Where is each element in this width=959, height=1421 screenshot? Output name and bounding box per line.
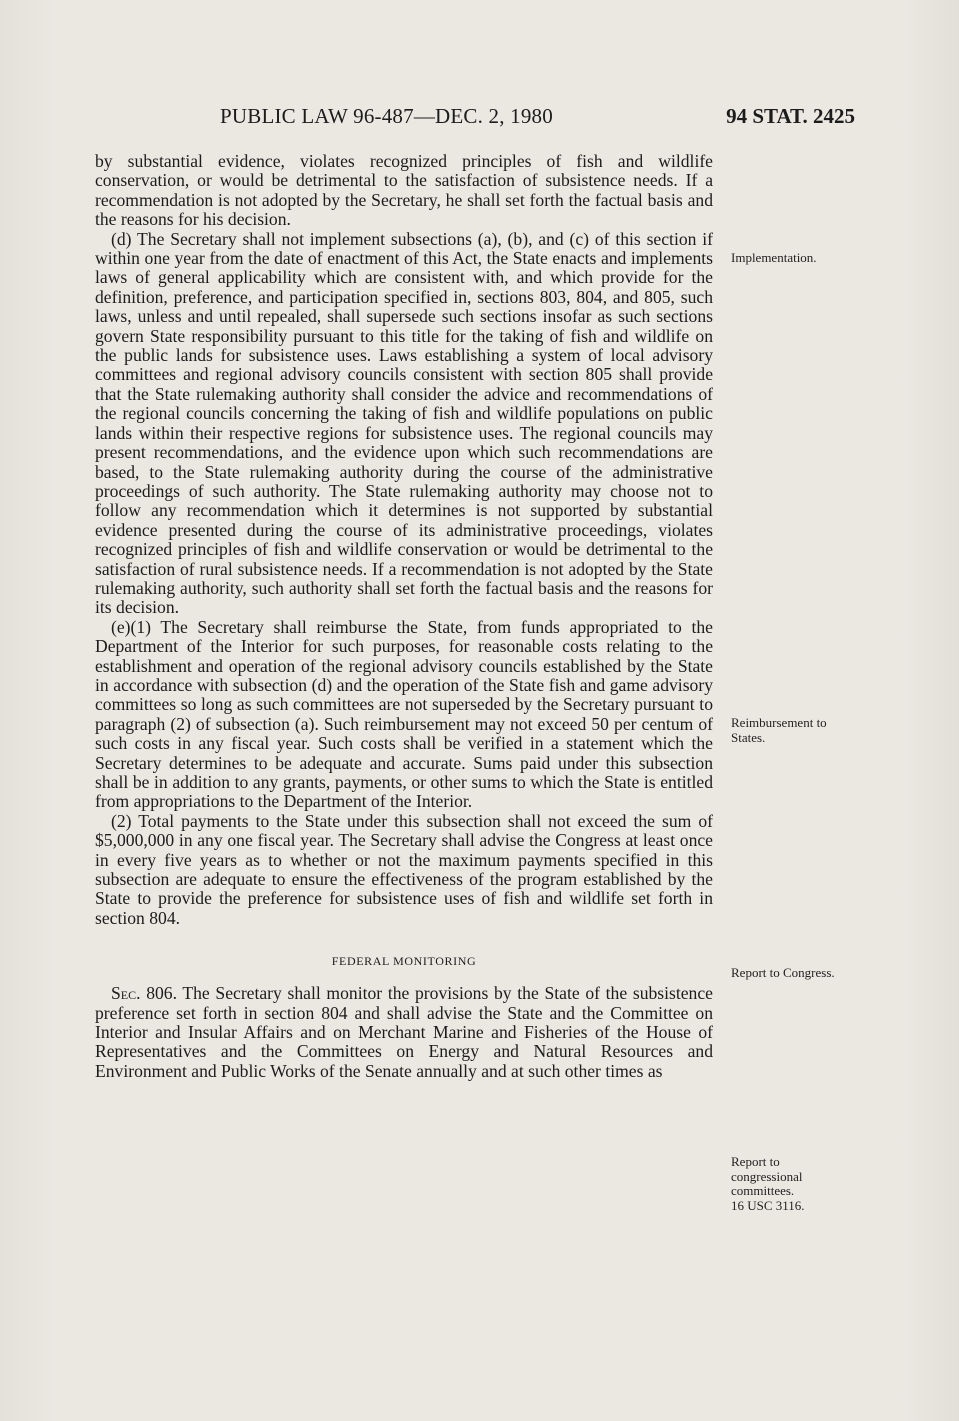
page-header (95, 104, 855, 134)
law-title: PUBLIC LAW 96-487—DEC. 2, 1980 (220, 104, 553, 128)
margin-note-report-congress: Report to Congress. (731, 965, 835, 980)
section-number: Sec. 806. (111, 983, 177, 1004)
paragraph-continuation: by substantial evidence, violates recognized principles of fish and wildlife conservation, or would be detrimental to the satisfaction of subsistence needs. If a recommendation is not adopted by the Secretary, he shall set forth the factual basis and the reasons for his decision. (95, 151, 713, 230)
margin-note-report-committees (731, 1155, 839, 1213)
margin-note-reimbursement: Reimbursement to States. (731, 715, 827, 745)
paragraph-section-806 (95, 984, 713, 1081)
stat-reference: 94 STAT. 2425 (726, 104, 855, 128)
section-806-text: The Secretary shall monitor the provisions by the State of the subsistence preference set forth in section 804 and shall advise the State and the Committee on Interior and Insular Affairs and on Merchant Marine and Fisheries of the House of Representatives and the Committees on Energy and Natural Resources and Environment and Public Works of the Senate annually and at such other times as (95, 983, 713, 1081)
report-committees-label: Report to congressional committees. (731, 1154, 803, 1198)
paragraph-subsection-e1: (e)(1) The Secretary shall reimburse the State, from funds appropriated to the Department of the Interior for such purposes, for reasonable costs relating to the establishment and operation of the regional advisory councils established by the State in accordance with subsection (d) and the operation of the State fish and game advisory committees so long as such committees are not superseded by the Secretary pursuant to paragraph (2) of subsection (a). Such reimbursement may not exceed 50 per centum of such costs in any fiscal year. Such costs shall be verified in a statement which the Secretary determines to be adequate and accurate. Sums paid under this subsection shall be in addition to any grants, payments, or other sums to which the State is entitled from appropriations to the Department of the Interior. (95, 616, 713, 812)
section-heading: FEDERAL MONITORING (331, 954, 477, 969)
usc-citation: 16 USC 3116. (731, 1197, 805, 1213)
body-text (95, 152, 713, 1081)
paragraph-subsection-d: (d) The Secretary shall not implement subsections (a), (b), and (c) of this section if within one year from the date of enactment of this Act, the State enacts and implements laws of general applicability which are consistent with, and which provide for the definition, preference, and participation specified in, sections 803, 804, and 805, such laws, unless and until repealed, shall supersede such sections insofar as such sections govern State responsibility pursuant to this title for the taking of fish and wildlife on the public lands for subsistence uses. Laws establishing a system of local advisory committees and regional advisory councils consistent with section 805 shall provide that the State rulemaking authority shall consider the advice and recommendations of the regional councils concerning the taking of fish and wildlife populations on public lands within their respective regions for subsistence uses. The regional councils may present recommendations, and the evidence upon which such recommendations are based, to the State rulemaking authority during the course of the administrative proceedings of such authority. The State rulemaking authority may choose not to follow any recommendation which it determines is not supported by substantial evidence presented during the course of its administrative proceedings, violates recognized principles of fish and wildlife conservation or would be detrimental to the satisfaction of rural subsistence needs. If a recommendation is not adopted by the State rulemaking authority, such authority shall set forth the factual basis and the reasons for its decision. (95, 228, 713, 618)
paragraph-subsection-e2: (2) Total payments to the State under this subsection shall not exceed the sum of $5,000,000 in any one fiscal year. The Secretary shall advise the Congress at least once in every five years as to whether or not the maximum payments specified in this subsection are adequate to ensure the effectiveness of the program established by the State to provide the preference for subsistence uses of fish and wildlife set forth in section 804. (95, 810, 713, 928)
margin-note-implementation: Implementation. (731, 250, 817, 265)
